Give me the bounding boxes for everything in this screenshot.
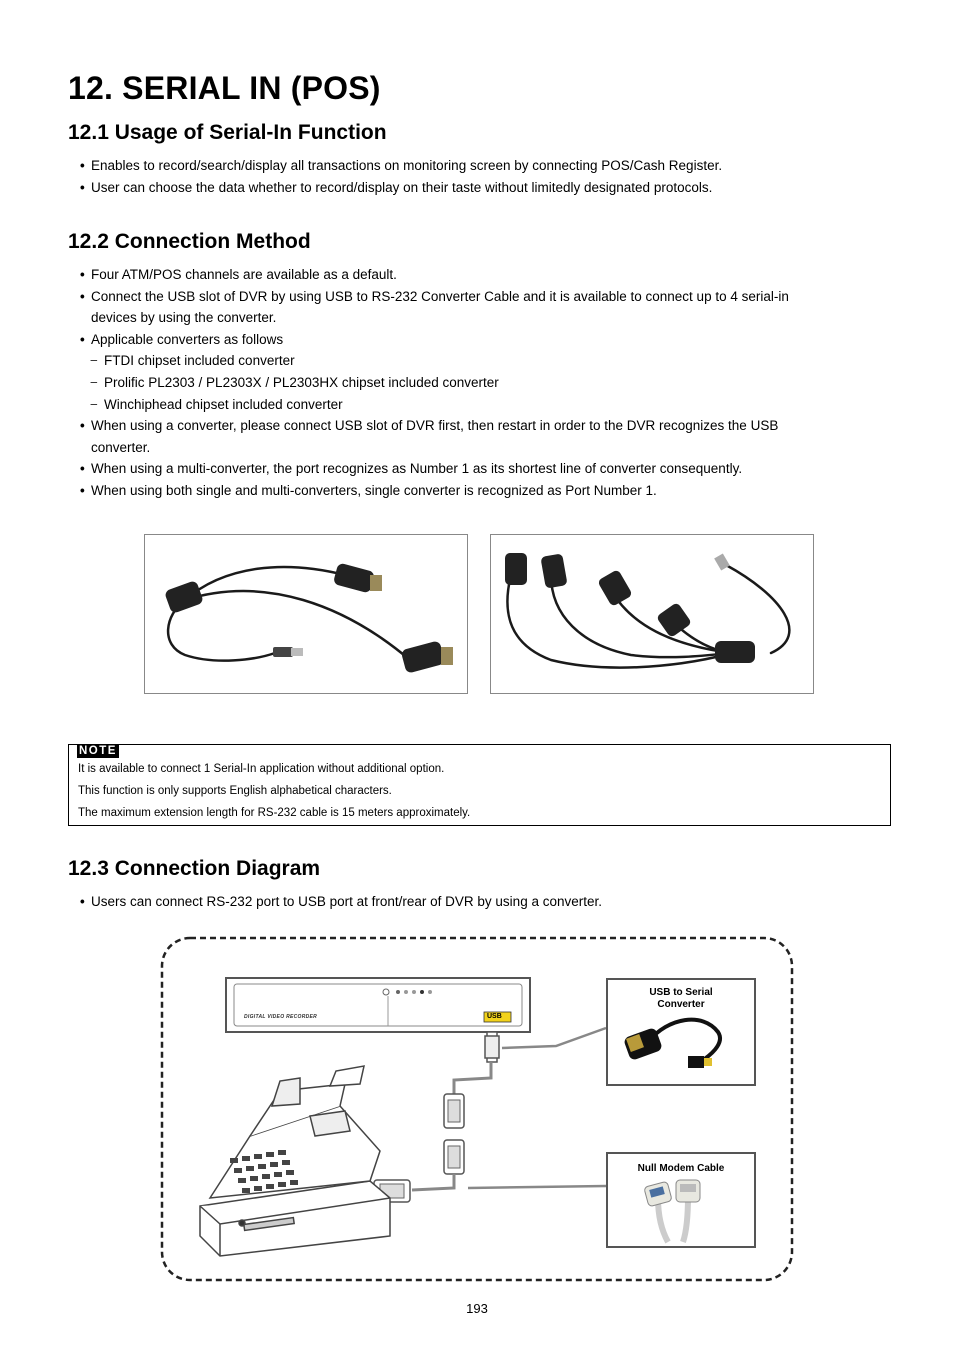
list-item: • Connect the USB slot of DVR by using USB to RS-232 Converter Cable and it is available to connect up to 4 serial-in <box>80 288 789 304</box>
list-item: • User can choose the data whether to record/display on their taste without limitedly designated protocols. <box>80 179 713 195</box>
four-port-converter-photo <box>490 534 814 694</box>
usb-serial-converter-box: USB to Serial Converter <box>606 978 756 1086</box>
two-port-cable-icon <box>145 535 467 693</box>
list-item: • When using a multi-converter, the port recognizes as Number 1 as its shortest line of converter consequently. <box>80 461 743 477</box>
usb-serial-cable-icon <box>608 1012 754 1082</box>
section-heading-connection-diagram: 12.3 Connection Diagram <box>68 857 321 880</box>
list-item: • Users can connect RS-232 port to USB port at front/rear of DVR by using a converter. <box>80 894 602 909</box>
connection-diagram <box>160 936 794 1282</box>
usage-list <box>80 155 722 198</box>
note-box <box>68 744 891 826</box>
list-item: • Enables to record/search/display all transactions on monitoring screen by connecting POS/Cash Register. <box>80 158 723 173</box>
null-modem-cable-box: Null Modem Cable <box>606 1152 756 1248</box>
note-line: This function is only supports English alphabetical characters. <box>78 785 392 797</box>
connection-method-list <box>80 264 789 502</box>
null-modem-cable-icon <box>608 1178 754 1244</box>
sub-list-item: − Prolific PL2303 / PL2303X / PL2303HX chipset included converter <box>90 374 499 390</box>
cash-register <box>200 1066 390 1256</box>
section-heading-usage: 12.1 Usage of Serial-In Function <box>68 121 387 144</box>
page-number: 193 <box>466 1301 488 1316</box>
sub-list-item: − FTDI chipset included converter <box>90 353 295 369</box>
usb-label: USB <box>487 1013 502 1020</box>
note-tag: NOTE <box>79 745 117 757</box>
list-item: • Four ATM/POS channels are available as a default. <box>80 267 397 282</box>
list-item: • When using a converter, please connect USB slot of DVR first, then restart in order to the DVR recognizes the USB <box>80 418 779 434</box>
list-item: • Applicable converters as follows <box>80 331 284 347</box>
connection-diagram-list <box>80 891 602 913</box>
list-item: • When using both single and multi-converters, single converter is recognized as Port Number 1. <box>80 482 657 498</box>
dvr-label: DIGITAL VIDEO RECORDER <box>244 1014 318 1020</box>
sub-list-item: − Winchiphead chipset included converter <box>90 396 343 412</box>
four-port-cable-icon <box>491 535 813 693</box>
list-item-continuation: converter. <box>91 439 151 455</box>
section-heading-connection-method: 12.2 Connection Method <box>68 230 311 253</box>
note-line: It is available to connect 1 Serial-In application without additional option. <box>78 763 445 775</box>
note-line: The maximum extension length for RS-232 cable is 15 meters approximately. <box>78 807 471 819</box>
list-item-continuation: devices by using the converter. <box>91 310 277 326</box>
two-port-converter-photo <box>144 534 468 694</box>
page-title: 12. SERIAL IN (POS) <box>68 70 381 106</box>
